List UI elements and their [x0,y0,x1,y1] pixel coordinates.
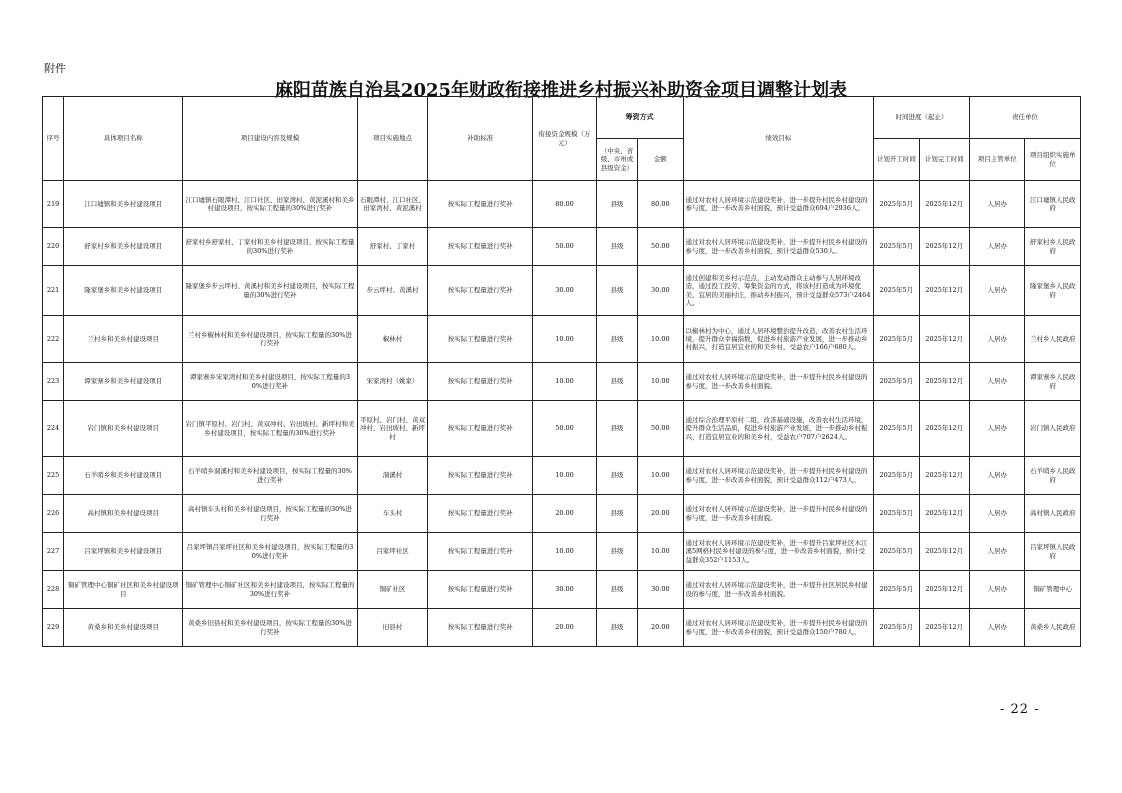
cell-goal: 通过对农村人居环境示范建设奖补，进一步提升社区居民乡村建设的参与度，进一步改善乡村面貌。 [683,571,874,609]
cell-standard: 按实际工程量进行奖补 [428,228,533,266]
project-table [42,96,1081,647]
cell-org: 江口墟镇人民政府 [1025,181,1081,228]
cell-no: 220 [43,228,64,266]
table-row [43,181,1081,228]
cell-no: 221 [43,266,64,316]
header-name: 具体项目名称 [64,97,183,181]
cell-amount: 30.00 [638,571,683,609]
cell-end: 2025年12月 [919,533,969,571]
cell-source: 县级 [596,495,637,533]
cell-end: 2025年12月 [919,181,969,228]
cell-end: 2025年12月 [919,316,969,363]
cell-content: 谭家寨乡宋家湾村和美乡村建设项目，按实际工程量的30%进行奖补 [183,363,358,401]
cell-goal: 通过对农村人居环境示范建设奖补，进一步提升村民乡村建设的参与度，进一步改善乡村面貌，预计受益群众694户2936人。 [683,181,874,228]
cell-end: 2025年12月 [919,457,969,495]
cell-goal: 通过对农村人居环境示范建设奖补，进一步提升村民乡村建设的参与度，进一步改善乡村面貌，预计受益群众112户473人。 [683,457,874,495]
header-schedule: 时间进度（起止） [874,97,970,139]
table-row [43,266,1081,316]
cell-content: 石羊哨乡洞溪村和美乡村建设项目，按实际工程量的30%进行奖补 [183,457,358,495]
table-row [43,609,1081,647]
cell-start: 2025年5月 [874,533,919,571]
cell-start: 2025年5月 [874,266,919,316]
cell-dept: 人居办 [969,363,1024,401]
table-row [43,363,1081,401]
cell-location: 旧县村 [357,609,428,647]
cell-dept: 人居办 [969,401,1024,457]
cell-scale: 10.00 [533,533,597,571]
cell-amount: 10.00 [638,457,683,495]
cell-standard: 按实际工程量进行奖补 [428,266,533,316]
cell-content: 吕家坪镇吕家坪社区和美乡村建设项目，按实际工程量的30%进行奖补 [183,533,358,571]
cell-start: 2025年5月 [874,228,919,266]
cell-name: 黄桑乡和美乡村建设项目 [64,609,183,647]
cell-standard: 按实际工程量进行奖补 [428,181,533,228]
cell-org: 石羊哨乡人民政府 [1025,457,1081,495]
cell-no: 226 [43,495,64,533]
cell-org: 铜矿管理中心 [1025,571,1081,609]
cell-source: 县级 [596,266,637,316]
cell-dept: 人居办 [969,609,1024,647]
cell-standard: 按实际工程量进行奖补 [428,363,533,401]
cell-goal: 以椒林村为中心，通过人居环境整治提升改造，改善农村生活环境，提升群众幸福指数，促进乡村旅游产业发展，进一步推动乡村振兴，打造宜居宜业的和美乡村，受益农户166户680人。 [683,316,874,363]
cell-amount: 30.00 [638,266,683,316]
cell-no: 223 [43,363,64,401]
cell-org: 兰村乡人民政府 [1025,316,1081,363]
table-row [43,457,1081,495]
cell-location: 洞溪村 [357,457,428,495]
cell-goal: 通过综合治理平原村二组，改善基础设施，改善农村生活环境，提升群众生活品质，促进乡村旅游产业发展，进一步推动乡村振兴，打造宜居宜业的和美乡村，受益农户707户2624人。 [683,401,874,457]
cell-no: 224 [43,401,64,457]
cell-name: 吕家坪镇和美乡村建设项目 [64,533,183,571]
cell-org: 黄桑乡人民政府 [1025,609,1081,647]
cell-standard: 按实际工程量进行奖补 [428,533,533,571]
cell-dept: 人居办 [969,266,1024,316]
cell-start: 2025年5月 [874,181,919,228]
cell-name: 谭家寨乡和美乡村建设项目 [64,363,183,401]
cell-dept: 人居办 [969,533,1024,571]
cell-scale: 80.00 [533,181,597,228]
cell-scale: 30.00 [533,571,597,609]
cell-no: 219 [43,181,64,228]
cell-location: 石眼潭村、江口社区、田家湾村、黄泥溪村 [357,181,428,228]
cell-name: 江口墟镇和美乡村建设项目 [64,181,183,228]
cell-standard: 按实际工程量进行奖补 [428,457,533,495]
cell-source: 县级 [596,571,637,609]
cell-no: 222 [43,316,64,363]
table-row [43,533,1081,571]
cell-end: 2025年12月 [919,363,969,401]
cell-location: 平原村、岩门村、黄双冲村、岩田坡村、新坪村 [357,401,428,457]
cell-source: 县级 [596,533,637,571]
cell-scale: 10.00 [533,363,597,401]
cell-no: 229 [43,609,64,647]
header-location: 项目实施地点 [357,97,428,181]
cell-location: 椒林村 [357,316,428,363]
header-no: 序号 [43,97,64,181]
header-end: 计划完工时间 [919,139,969,181]
cell-goal: 通过对农村人居环境示范建设奖补，进一步提升吕家坪社区木江溪5网格村民乡村建设的参与度，进一步改善乡村面貌，预计受益群众352户1153人。 [683,533,874,571]
cell-goal: 通过对农村人居环境示范建设奖补，进一步提升村民乡村建设的参与度，进一步改善乡村面貌，预计受益群众150户780人。 [683,609,874,647]
header-goal: 绩效目标 [683,97,874,181]
cell-org: 吕家坪镇人民政府 [1025,533,1081,571]
cell-location: 舒家村、丁家村 [357,228,428,266]
header-scale: 衔接资金规模（万元） [533,97,597,181]
page-number: - 22 - [1000,702,1040,717]
cell-standard: 按实际工程量进行奖补 [428,316,533,363]
cell-dept: 人居办 [969,316,1024,363]
cell-org: 舒家村乡人民政府 [1025,228,1081,266]
cell-scale: 50.00 [533,401,597,457]
cell-end: 2025年12月 [919,495,969,533]
cell-location: 宋家湾村（姚家） [357,363,428,401]
cell-source: 县级 [596,609,637,647]
cell-amount: 20.00 [638,609,683,647]
table-row [43,316,1081,363]
cell-dept: 人居办 [969,571,1024,609]
cell-standard: 按实际工程量进行奖补 [428,401,533,457]
cell-org: 高村镇人民政府 [1025,495,1081,533]
cell-goal: 通过对农村人居环境示范建设奖补，进一步提升村民乡村建设的参与度，进一步改善乡村面貌。 [683,495,874,533]
header-standard: 补助标准 [428,97,533,181]
cell-location: 吕家坪社区 [357,533,428,571]
cell-content: 江口墟镇石眼潭村、江口社区、田家湾村、黄泥溪村和美乡村建设项目，按实际工程量的30%进行奖补 [183,181,358,228]
cell-amount: 50.00 [638,401,683,457]
cell-content: 岩门镇平原村、岩门村、黄双冲村、岩田坡村、新坪村和美乡村建设项目，按实际工程量的30%进行奖补 [183,401,358,457]
header-dept: 项目主管单位 [969,139,1024,181]
header-source: （中央、省级、市州或县级资金） [596,139,637,181]
cell-location: 铜矿社区 [357,571,428,609]
cell-content: 隆家堡乡步云坪村、黄溪村和美乡村建设项目，按实际工程量的30%进行奖补 [183,266,358,316]
cell-amount: 50.00 [638,228,683,266]
cell-start: 2025年5月 [874,609,919,647]
cell-amount: 10.00 [638,316,683,363]
cell-end: 2025年12月 [919,609,969,647]
cell-scale: 50.00 [533,228,597,266]
cell-location: 车头村 [357,495,428,533]
table-row [43,495,1081,533]
cell-dept: 人居办 [969,457,1024,495]
cell-amount: 20.00 [638,495,683,533]
cell-goal: 通过创建和美乡村示范点，主动发动群众主动参与人居环境改造，通过投工投劳、筹集资金的方式，将该村打造成为环境优美、宜居的美丽村庄，推动乡村振兴，预计受益群众573户2464人。 [683,266,874,316]
cell-no: 225 [43,457,64,495]
cell-start: 2025年5月 [874,495,919,533]
cell-standard: 按实际工程量进行奖补 [428,571,533,609]
cell-source: 县级 [596,457,637,495]
cell-scale: 10.00 [533,316,597,363]
cell-start: 2025年5月 [874,457,919,495]
cell-standard: 按实际工程量进行奖补 [428,495,533,533]
cell-amount: 10.00 [638,363,683,401]
cell-no: 227 [43,533,64,571]
cell-end: 2025年12月 [919,266,969,316]
table-row [43,571,1081,609]
cell-start: 2025年5月 [874,571,919,609]
cell-end: 2025年12月 [919,571,969,609]
cell-dept: 人居办 [969,495,1024,533]
cell-amount: 10.00 [638,533,683,571]
cell-content: 黄桑乡旧县村和美乡村建设项目，按实际工程量的30%进行奖补 [183,609,358,647]
cell-location: 步云坪村、黄溪村 [357,266,428,316]
cell-name: 高村镇和美乡村建设项目 [64,495,183,533]
cell-name: 石羊哨乡和美乡村建设项目 [64,457,183,495]
cell-start: 2025年5月 [874,401,919,457]
cell-scale: 10.00 [533,457,597,495]
cell-org: 隆家堡乡人民政府 [1025,266,1081,316]
cell-name: 兰村乡和美乡村建设项目 [64,316,183,363]
cell-name: 隆家堡乡和美乡村建设项目 [64,266,183,316]
cell-source: 县级 [596,363,637,401]
cell-end: 2025年12月 [919,401,969,457]
cell-org: 谭家寨乡人民政府 [1025,363,1081,401]
cell-dept: 人居办 [969,228,1024,266]
cell-source: 县级 [596,401,637,457]
cell-end: 2025年12月 [919,228,969,266]
cell-name: 铜矿管理中心铜矿社区和美乡村建设项目 [64,571,183,609]
attachment-label: 附件 [44,62,66,75]
cell-goal: 通过对农村人居环境示范建设奖补，进一步提升村民乡村建设的参与度，进一步改善乡村面貌。 [683,363,874,401]
cell-start: 2025年5月 [874,316,919,363]
cell-no: 228 [43,571,64,609]
cell-name: 岩门镇和美乡村建设项目 [64,401,183,457]
cell-amount: 80.00 [638,181,683,228]
cell-name: 舒家村乡和美乡村建设项目 [64,228,183,266]
header-org: 项目组织实施单位 [1025,139,1081,181]
cell-content: 舒家村乡舒家村、丁家村和美乡村建设项目，按实际工程量的30%进行奖补 [183,228,358,266]
cell-content: 铜矿管理中心铜矿社区和美乡村建设项目，按实际工程量的30%进行奖补 [183,571,358,609]
table-row [43,401,1081,457]
cell-scale: 20.00 [533,609,597,647]
cell-content: 高村镇车头村和美乡村建设项目，按实际工程量的30%进行奖补 [183,495,358,533]
cell-org: 岩门镇人民政府 [1025,401,1081,457]
cell-dept: 人居办 [969,181,1024,228]
cell-goal: 通过对农村人居环境示范建设奖补，进一步提升村民乡村建设的参与度，进一步改善乡村面貌，预计受益群众530人。 [683,228,874,266]
header-content: 项目建设内容及规模 [183,97,358,181]
table-row [43,228,1081,266]
cell-source: 县级 [596,228,637,266]
cell-start: 2025年5月 [874,363,919,401]
cell-content: 兰村乡椒林村和美乡村建设项目，按实际工程量的30%进行奖补 [183,316,358,363]
cell-source: 县级 [596,316,637,363]
header-amount: 金额 [638,139,683,181]
cell-standard: 按实际工程量进行奖补 [428,609,533,647]
cell-scale: 20.00 [533,495,597,533]
document-title: 麻阳苗族自治县2025年财政衔接推进乡村振兴补助资金项目调整计划表 [274,80,848,101]
header-start: 计划开工时间 [874,139,919,181]
cell-scale: 30.00 [533,266,597,316]
header-funding: 筹资方式 [596,97,683,139]
cell-source: 县级 [596,181,637,228]
header-responsible: 责任单位 [969,97,1080,139]
